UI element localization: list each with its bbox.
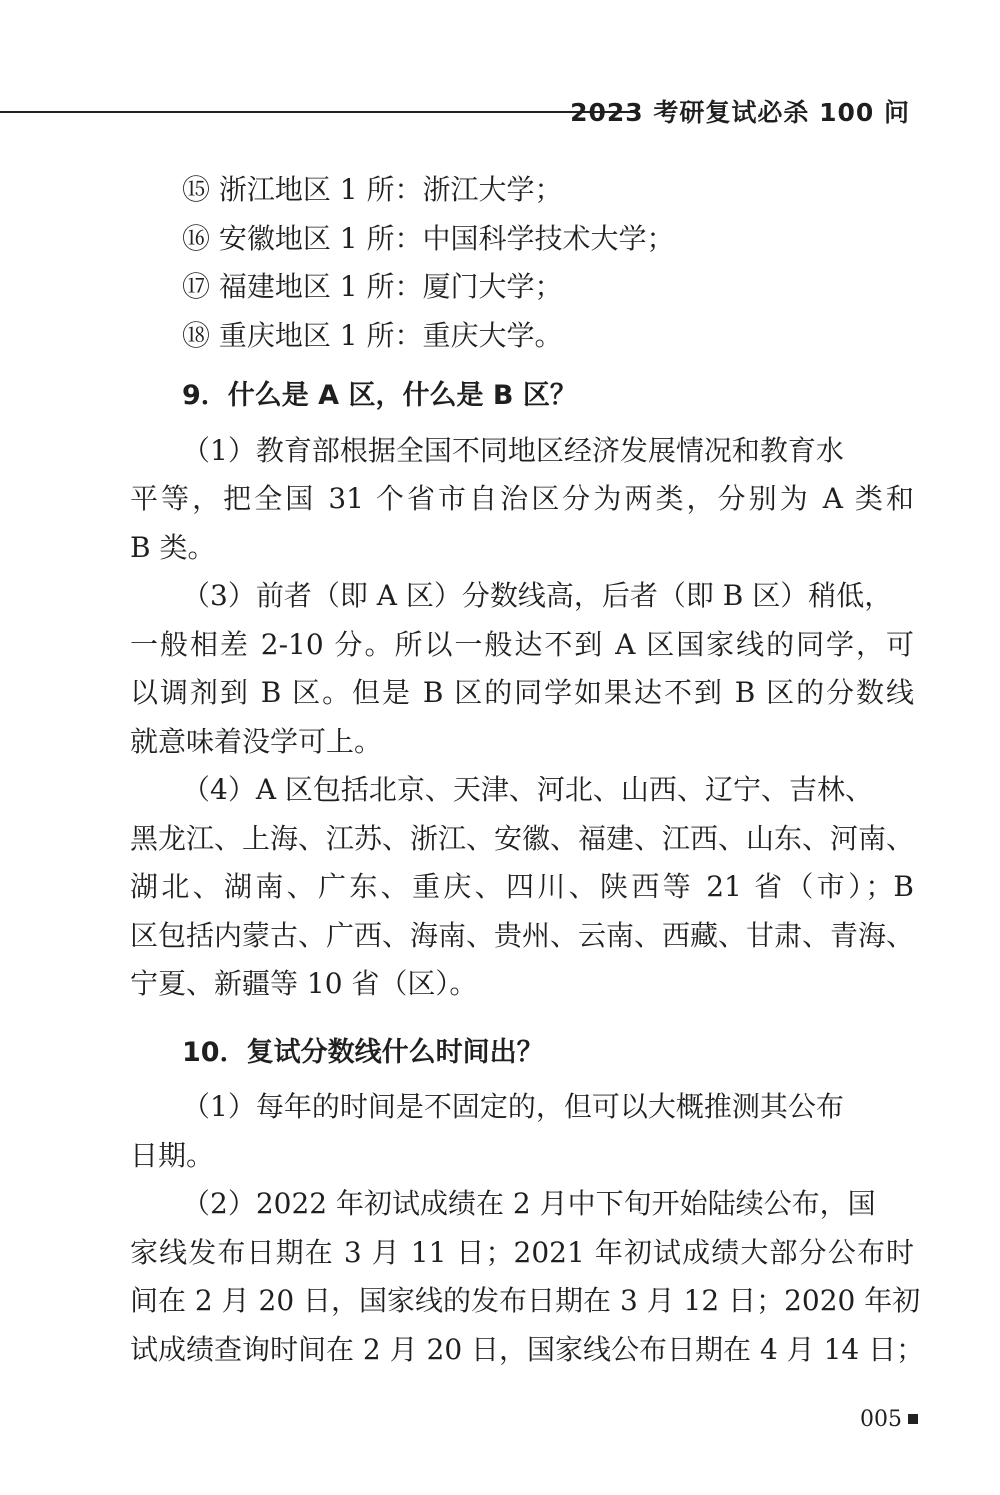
- s9-p2-line-4: 就意味着没学可上。: [130, 724, 383, 758]
- list-item-zhejiang: ⑮ 浙江地区 1 所：浙江大学；: [182, 173, 563, 206]
- s10-p2-line-4: 试成绩查询时间在 2 月 20 日，国家线公布日期在 4 月 14 日；: [130, 1332, 925, 1366]
- s10-p2-line-2: 家线发布日期在 3 月 11 日；2021 年初试成绩大部分公布时: [130, 1235, 914, 1269]
- page-body: [130, 166, 925, 1374]
- s10-p2-line-3: 间在 2 月 20 日，国家线的发布日期在 3 月 12 日；2020 年初: [130, 1284, 921, 1317]
- section-9-paragraph-4: [130, 766, 914, 1009]
- s9-p3-line-2: 黑龙江、上海、江苏、浙江、安徽、福建、江西、山东、河南、: [130, 821, 915, 855]
- s9-p3-line-1: （4）A 区包括北京、天津、河北、山西、辽宁、吉林、: [182, 773, 873, 806]
- running-header-title: 2023 考研复试必杀 100 问: [570, 98, 910, 127]
- s10-p1-line-1: （1）每年的时间是不固定的，但可以大概推测其公布: [182, 1090, 844, 1123]
- section-10-paragraph-2: [130, 1180, 925, 1374]
- s9-p3-line-4: 区包括内蒙古、广西、海南、贵州、云南、西藏、甘肃、青海、: [130, 918, 915, 952]
- page-number: [860, 1407, 918, 1432]
- section-9-heading: 9．什么是 A 区，什么是 B 区？: [182, 380, 577, 411]
- s9-p1-line-2: 平等，把全国 31 个省市自治区分为两类，分别为 A 类和: [130, 482, 914, 515]
- s9-p2-line-1: （3）前者（即 A 区）分数线高，后者（即 B 区）稍低，: [182, 579, 893, 612]
- square-marker-icon: [908, 1414, 918, 1424]
- section-9-paragraph-3: [130, 572, 914, 766]
- s9-p2-line-3: 以调剂到 B 区。但是 B 区的同学如果达不到 B 区的分数线: [130, 676, 914, 709]
- page-number-text: 005: [860, 1407, 902, 1432]
- s9-p3-line-5: 宁夏、新疆等 10 省（区）。: [130, 967, 478, 1000]
- s10-p1-line-2: 日期。: [130, 1138, 215, 1172]
- list-item-anhui: ⑯ 安徽地区 1 所：中国科学技术大学；: [182, 221, 675, 255]
- university-list: [130, 166, 914, 360]
- header-rule: [0, 111, 638, 113]
- list-item-fujian: ⑰ 福建地区 1 所：厦门大学；: [182, 270, 563, 303]
- section-9-paragraph-1: [130, 427, 914, 573]
- s9-p1-line-1: （1）教育部根据全国不同地区经济发展情况和教育水: [182, 433, 844, 467]
- list-item-chongqing: ⑱ 重庆地区 1 所：重庆大学。: [182, 318, 563, 352]
- s9-p3-line-3: 湖北、湖南、广东、重庆、四川、陕西等 21 省（市）；B: [130, 870, 914, 903]
- section-10-heading: 10．复试分数线什么时间出？: [182, 1036, 544, 1068]
- s9-p1-line-3: B 类。: [130, 530, 216, 564]
- s9-p2-line-2: 一般相差 2-10 分。所以一般达不到 A 区国家线的同学，可: [130, 627, 914, 661]
- s10-p2-line-1: （2）2022 年初试成绩在 2 月中下旬开始陆续公布，国: [182, 1187, 876, 1220]
- section-10-paragraph-1: [130, 1083, 914, 1180]
